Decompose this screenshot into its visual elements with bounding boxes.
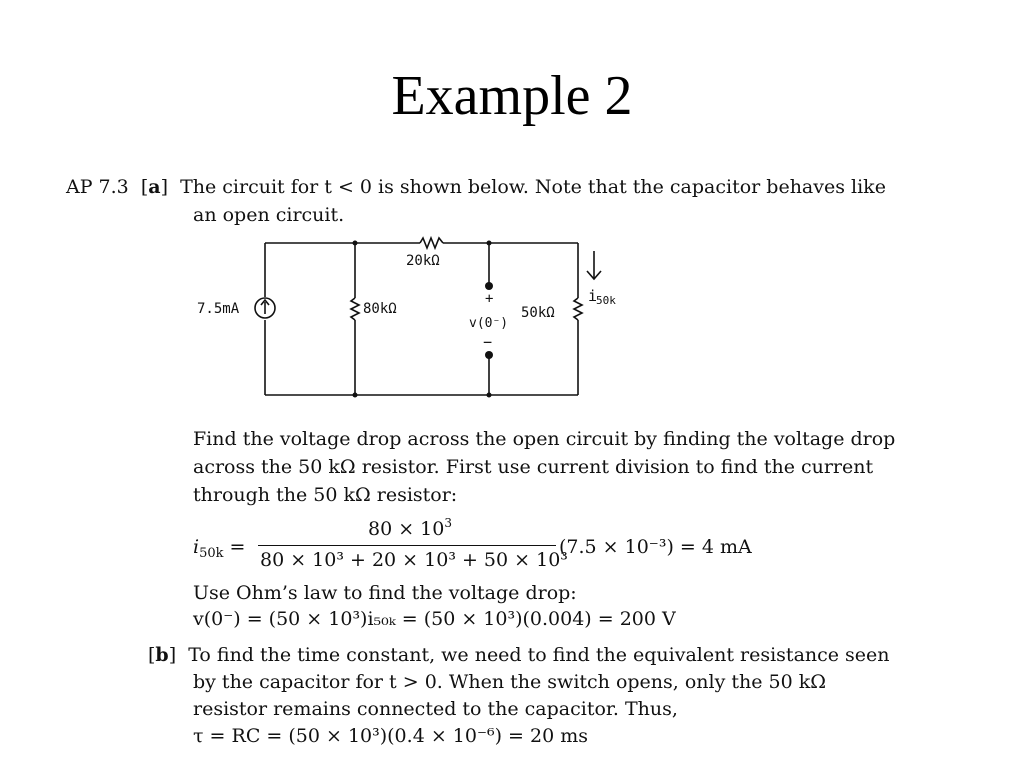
find-text-1: Find the voltage drop across the open circuit by finding the voltage drop [193,428,896,450]
eq1-numerator-exp: 3 [444,516,452,530]
slide-title: Example 2 [391,65,633,127]
capacitor-voltage-label: v(0⁻) [469,316,509,331]
plus-sign: + [485,291,494,307]
eq1-rhs: (7.5 × 10⁻³) = 4 mA [559,536,752,558]
problem-header: AP 7.3 [a] The circuit for t < 0 is shown below. Note that the capacitor behaves like [66,176,886,198]
eq1-numerator [368,518,452,542]
source-label: 7.5mA [197,301,240,317]
part-b-text-3: resistor remains connected to the capacitor. Thus, [193,698,678,720]
r50-label: 50kΩ [521,305,555,321]
current-sub-label: 50k [596,294,616,307]
eq1-lhs-eq: = [229,536,246,558]
eq1-lhs-sub: 50k [199,546,224,561]
eq1-numerator-text: 80 × 10 [368,518,445,540]
capacitor-terminal-top [485,282,493,290]
part-b-text-2: by the capacitor for t > 0. When the switch opens, only the 50 kΩ [193,671,827,693]
minus-sign: − [483,333,493,351]
part-b-text-1: To find the time constant, we need to find the equivalent resistance seen [188,644,890,666]
part-a-marker: a [148,176,161,198]
part-b-marker: b [155,644,169,666]
eq2: v(0⁻) = (50 × 10³)i₅₀ₖ = (50 × 10³)(0.004) = 200 V [193,608,676,630]
current-label: i [588,287,598,305]
problem-label: AP 7.3 [66,176,129,198]
eq1-lhs [193,536,245,561]
eq1-lhs-var: i [193,536,200,558]
r20-label: 20kΩ [406,253,440,269]
eq3: τ = RC = (50 × 10³)(0.4 × 10⁻⁶) = 20 ms [193,725,588,747]
capacitor-terminal-bottom [485,351,493,359]
part-b-line-1: [b] To find the time constant, we need to find the equivalent resistance seen [148,644,890,666]
find-text-2: across the 50 kΩ resistor. First use current division to find the current [193,456,874,478]
eq1-denominator: 80 × 10³ + 20 × 10³ + 50 × 10³ [260,549,568,571]
find-text-3: through the 50 kΩ resistor: [193,484,458,506]
part-a-intro-2: an open circuit. [193,204,345,226]
part-a-intro-1: The circuit for t < 0 is shown below. Note that the capacitor behaves like [180,176,886,198]
ohm-text: Use Ohm’s law to find the voltage drop: [193,582,577,604]
eq1-fraction-bar [258,545,556,546]
r80-label: 80kΩ [363,301,397,317]
